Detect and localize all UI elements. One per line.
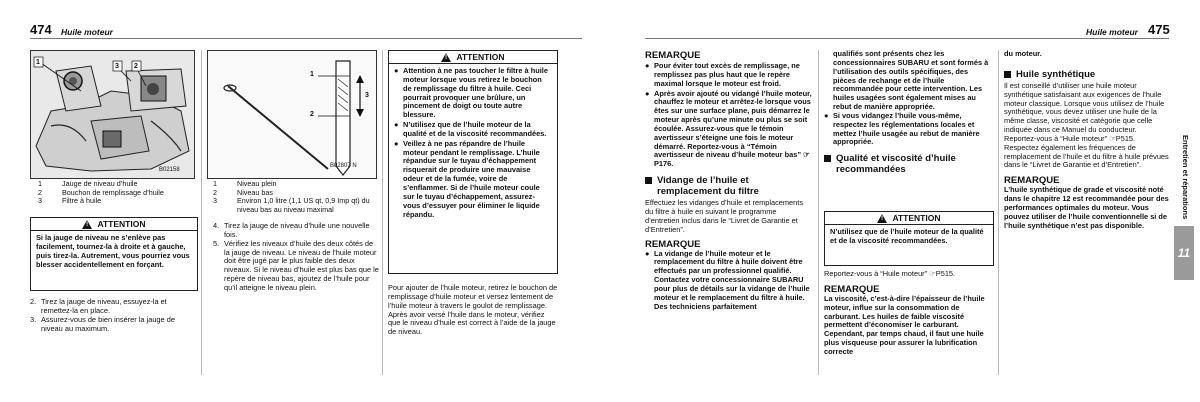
step-5: 5. Vérifiez les niveaux d’huile des deux côtés de la jauge de niveau. Le niveau de l’huile moteur doit être jugé par le plus faible des deux niveaux. Si le niveau d’huile est plus bas que le repère de niveau bas, ajoutez de l’huile pour qu’il atteigne le niveau plein.: [213, 238, 379, 292]
figure2-legend: 1 Niveau plein 2 Niveau bas 3 Environ 1,0 litre (1,1 US qt, 0,9 Imp qt) du niveau bas au niveau maximal: [213, 179, 370, 214]
callout-2: 2: [134, 63, 138, 70]
callout-full: 1: [310, 71, 314, 78]
dipstick-figure: [207, 50, 377, 179]
column-divider: [201, 50, 202, 375]
remarque-heading: REMARQUE: [645, 50, 701, 61]
right-col3: du moteur. Huile synthétique Il est conseillé d’utiliser une huile moteur synthétique satisfaisant aux exigences de l’huile moteur classique. Lorsque vous utilisez de l’huile synthétique, vous devez utiliser une huile de la même classe, viscosité et catégorie que celle indiquée dans ce Manuel du conducteur. Reportez-vous à “Huile moteur” ☞P515. Respectez également les fréquences de remplacement de l’huile et du filtre à huile prévues dans le “Livret de Garantie et d’Entretien”. REMARQUE L’huile synthétique de grade et viscosité noté dans le chapitre 12 est recommandée pour des performances optimales du moteur. Vous pouvez utiliser de l’huile conventionnelle si de l’huile synthétique n’est pas disponible.: [1004, 49, 1169, 230]
dipstick-illustration: [208, 51, 376, 178]
right-col2: qualifiés sont présents chez les concessionnaires SUBARU et sont formés à l’utilisation des outils spécifiques, des pièces de rechange et de l’huile recommandée pour cette intervention. Les huiles usagées sont également mises au rebut de manière appropriée. ● Si vous vidangez l’huile vous-même, respectez les réglementations locales et mettez l’huile usagée au rebut de manière appropriée. Qualité et viscosité d’huile recommandées: [824, 50, 992, 175]
warning-icon: [82, 220, 92, 229]
figure1-legend: 1 Jauge de niveau d’huile 2 Bouchon de remplissage d’huile 3 Filtre à huile: [38, 179, 164, 206]
section-vidange-heading: Vidange de l’huile et remplacement du filtre: [645, 175, 813, 197]
callout-range: 3: [365, 92, 369, 99]
section-vidange-text: Effectuez les vidanges d’huile et remplacements du filtre à huile en suivant le programme d’entretien inclus dans le “Livret de Garantie et d’Entretien”.: [645, 198, 804, 234]
attention-title: ATTENTION: [97, 219, 146, 229]
attention-box-filler: [388, 50, 558, 274]
right-page-title: Huile moteur: [1086, 27, 1138, 37]
callout-1: 1: [36, 59, 40, 66]
warning-icon: [441, 53, 451, 62]
step-4: 4. Tirez la jauge de niveau d’huile une nouvelle fois.: [213, 221, 370, 239]
right-col1: REMARQUE ● Pour éviter tout excès de remplissage, ne remplissez pas plus haut que le repère maximal lorsque le moteur est froid. ● Après avoir ajouté ou vidangé l’huile moteur, chauffez le moteur et arrêtez-le lorsque vous êtes sur une surface plane, puis démarrez le moteur après qu’une minute ou plus se soit écoulée. Assurez-vous que le témoin avertisseur s’éteigne une fois le moteur démarré. Reportez-vous à “Témoin avertisseur de niveau d’huile moteur bas” ☞P176. Vidange de l’huile et remplacement du filtre Effectuez les vidanges d’huile et remplacements du filtre à huile en suivant le programme d’entretien inclus dans le “Livret de Garantie et d’Entretien”. REMARQUE ● La vidange de l’huile moteur et le remplacement du filtre à huile doivent être effectués par un professionnel qualifié. Contactez votre concessionnaire SUBARU pour plus de détails sur la vidange de l’huile moteur et le remplacement du filtre à huile. Des techniciens parfaitement: [645, 50, 812, 311]
attention-text: Si la jauge de niveau ne s’enlève pas facilement, tournez-la à droite et à gauche, puis tirez-la. Autrement, vous pourriez vous blesser accidentellement en forçant.: [36, 233, 190, 269]
chapter-side-label: Entretien et réparations: [1181, 135, 1190, 220]
section-synth-heading: Huile synthétique: [1004, 69, 1170, 80]
left-header-rule: [30, 38, 582, 39]
column-divider: [382, 50, 383, 375]
warning-icon: [877, 214, 887, 223]
attention-box-quality: ! ATTENTION N’utilisez que de l’huile moteur de la qualité et de la viscosité recommandées.: [824, 211, 994, 266]
right-col2-lower: Reportez-vous à “Huile moteur” ☞P515. REMARQUE La viscosité, c’est-à-dire l’épaisseur de l’huile moteur, influe sur la consommation de carburant. Les huiles de faible viscosité permettent d’économiser le carburant. Cependant, par temps chaud, il faut une huile plus visqueuse pour assurer la lubrification correcte: [824, 270, 994, 357]
attention-bullets: ● Attention à ne pas toucher le filtre à huile moteur lorsque vous retirez le bouchon de remplissage du filtre à huile. Ceci pourrait provoquer une brûlure, un pincement de doigt ou toute autre blessure. ● N’utilisez que de l’huile moteur de la qualité et de la viscosité recommandées. ● Veillez à ne pas répandre de l’huile moteur pendant le remplissage. L’huile répandue sur le tuyau d’échappement risquerait de produire une mauvaise odeur et de la fumée, voire de s’enflammer. Si de l’huile moteur coule sur le tuyau d’échappement, assurez-vous d’essuyer pour éliminer le liquide répandu.: [394, 66, 548, 219]
reference-link: Reportez-vous à “Huile moteur” ☞P515.: [824, 269, 956, 278]
section-qualite-heading: Qualité et viscosité d’huile recommandées: [824, 153, 992, 175]
right-header-rule: [645, 38, 1169, 39]
refill-paragraph: Pour ajouter de l’huile moteur, retirez le bouchon de remplissage d’huile moteur et versez lentement de l’huile moteur à travers le goulot de remplissage. Après avoir versé l’huile dans le moteur, vérifiez que le niveau d’huile est correct à l’aide de la jauge de niveau.: [388, 283, 558, 337]
step-3: 3. Assurez-vous de bien insérer la jauge de niveau au maximum.: [30, 314, 175, 333]
remarque-heading: REMARQUE: [824, 283, 880, 295]
chapter-tab: 11: [1174, 226, 1194, 280]
steps-col2: [213, 222, 380, 293]
attention-box-dipstick: [30, 217, 198, 291]
figure-ref: B02158: [159, 167, 180, 173]
engine-bay-illustration: [31, 51, 194, 178]
column-divider: [998, 50, 999, 375]
left-page-number: 474: [30, 22, 52, 37]
attention-title: ATTENTION: [456, 52, 505, 62]
left-page-title: Huile moteur: [61, 27, 113, 37]
column-divider: [818, 50, 819, 375]
steps-col1: [30, 298, 198, 333]
callout-3: 3: [115, 63, 119, 70]
step-2: 2. Tirez la jauge de niveau, essuyez-la et remettez-la en place.: [30, 297, 167, 315]
right-page-number: 475: [1148, 22, 1170, 37]
callout-low: 2: [310, 111, 314, 118]
engine-bay-figure: [30, 50, 195, 179]
remarque-heading: REMARQUE: [645, 238, 701, 250]
remarque-heading: REMARQUE: [1004, 175, 1060, 187]
figure2-ref: B02807 N: [330, 163, 357, 169]
attention-title: ATTENTION: [892, 213, 941, 223]
